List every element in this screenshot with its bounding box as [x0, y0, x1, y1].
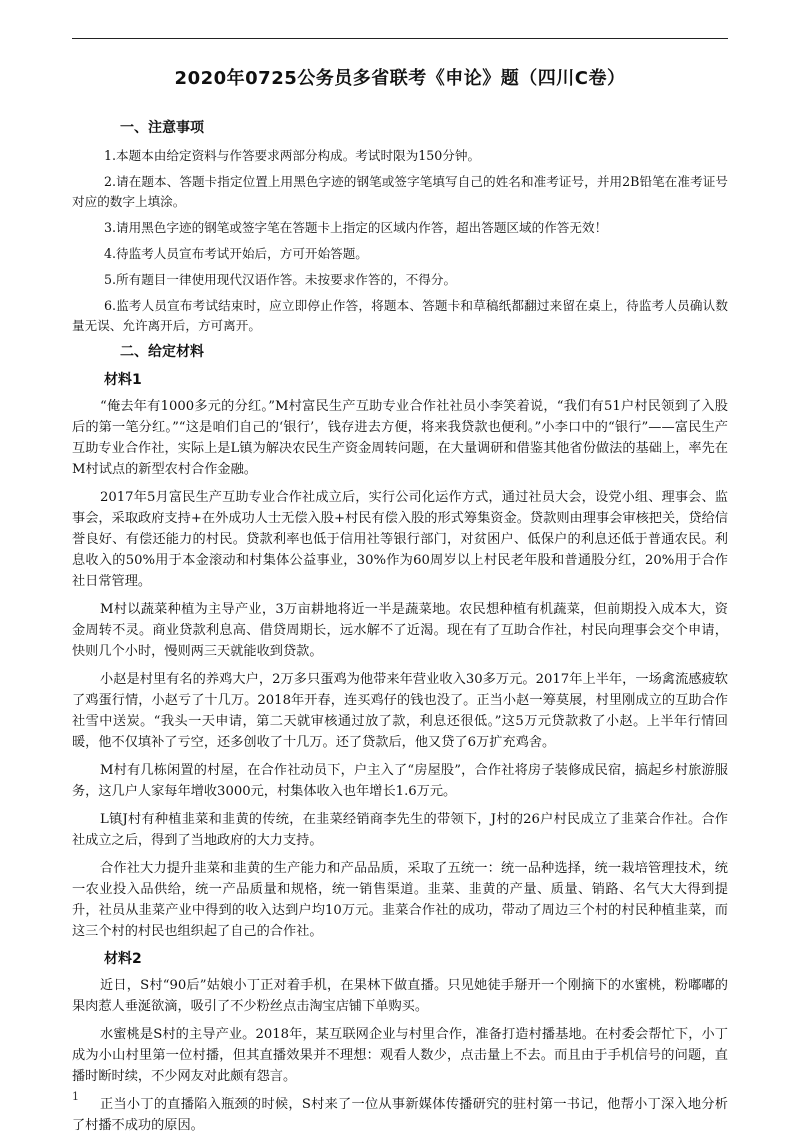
paragraph: 合作社大力提升韭菜和韭黄的生产能力和产品品质，采取了五统一：统一品种选择，统一栽培管理技术，统一农业投入品供给，统一产品质量和规格，统一销售渠道。韭菜、韭黄的产量、质量、销路、名气大大得到提升，社员从韭菜产业中得到的收入达到户均10万元。韭菜合作社的成功，带动了周边三个村的村民种植韭菜，而这三个村的村民也组织起了自己的合作社。	[72, 861, 728, 939]
paragraph: 近日，S村“90后”姑娘小丁正对着手机，在果林下做直播。只见她徒手掰开一个刚摘下的水蜜桃，粉嘟嘟的果肉惹人垂涎欲滴，吸引了不少粉丝点击淘宝店铺下单购买。	[72, 978, 728, 1014]
paragraph: “俺去年有1000多元的分红。”M村富民生产互助专业合作社社员小李笑着说，“我们有51户村民领到了入股后的第一笔分红。”“这是咱们自己的‘银行’，钱存进去方便，将来我贷款也便利。”小李口中的“银行”——富民生产互助专业合作社，实际上是L镇为解决农民生产资金周转问题，在大量调研和借鉴其他省份做法的基础上，率先在M村试点的新型农村合作金融。	[72, 399, 728, 477]
paragraph: L镇J村有种植韭菜和韭黄的传统，在韭菜经销商李先生的带领下，J村的26户村民成立了韭菜合作社。合作社成立之后，得到了当地政府的大力支持。	[72, 812, 728, 848]
paragraph: 小赵是村里有名的养鸡大户，2万多只蛋鸡为他带来年营业收入30多万元。2017年上半年，一场禽流感疲软了鸡蛋行情，小赵亏了十几万。2018年开春，连买鸡仔的钱也没了。正当小赵一筹莫展，村里刚成立的互助合作社雪中送炭。“我头一天申请，第二天就审核通过放了款，利息还很低。”这5万元贷款救了小赵。上半年行情回暖，他不仅填补了亏空，还多创收了十几万。还了贷款后，他又贷了6万扩充鸡舍。	[72, 672, 728, 750]
paragraph: 水蜜桃是S村的主导产业。2018年，某互联网企业与村里合作，准备打造村播基地。在村委会帮忙下，小丁成为小山村里第一位村播，但其直播效果并不理想：观看人数少，点击量上不去。而且由于手机信号的问题，直播时断时续，不少网友对此颇有怨言。	[72, 1027, 728, 1084]
note-item: 5.所有题目一律使用现代汉语作答。未按要求作答的，不得分。	[104, 272, 457, 287]
notes-heading: 一、注意事项	[120, 120, 204, 136]
paragraph: 正当小丁的直播陷入瓶颈的时候，S村来了一位从事新媒体传播研究的驻村第一书记，他帮小丁深入地分析了村播不成功的原因。	[72, 1097, 728, 1133]
document-body	[72, 118, 728, 1143]
paragraph: M村有几栋闲置的村屋，在合作社动员下，户主入了“房屋股”，合作社将房子装修成民宿，搞起乡村旅游服务，这几户人家每年增收3000元，村集体收入也年增长1.6万元。	[72, 763, 728, 799]
material2-heading: 材料2	[104, 951, 142, 967]
page-number: 1	[72, 1090, 79, 1103]
note-item: 6.监考人员宣布考试结束时，应立即停止作答，将题本、答题卡和草稿纸都翻过来留在桌上，待监考人员确认数量无误、允许离开后，方可离开。	[72, 298, 728, 333]
top-rule	[72, 38, 728, 39]
note-item: 2.请在题本、答题卡指定位置上用黑色字迹的钢笔或签字笔填写自己的姓名和准考证号，并用2B铅笔在准考证号对应的数字上填涂。	[72, 174, 728, 209]
note-item: 1.本题本由给定资料与作答要求两部分构成。考试时限为150分钟。	[104, 148, 481, 163]
materials-heading: 二、给定材料	[120, 344, 204, 360]
paragraph: M村以蔬菜种植为主导产业，3万亩耕地将近一半是蔬菜地。农民想种植有机蔬菜，但前期投入成本大，资金周转不灵。商业贷款利息高、借贷周期长，远水解不了近渴。现在有了互助合作社，村民向理事会交个申请，快则几个小时，慢则两三天就能收到贷款。	[72, 602, 728, 659]
page-title: 2020年0725公务员多省联考《申论》题（四川C卷）	[174, 68, 626, 89]
note-item: 3.请用黑色字迹的钢笔或签字笔在答题卡上指定的区域内作答，超出答题区域的作答无效！	[104, 220, 608, 235]
paragraph: 2017年5月富民生产互助专业合作社成立后，实行公司化运作方式，通过社员大会，设党小组、理事会、监事会，采取政府支持+在外成功人士无偿入股+村民有偿入股的形式筹集资金。贷款则由理事会审核把关，贷给信誉良好、有偿还能力的村民。贷款利率也低于信用社等银行部门，对贫困户、低保户的利息还低于普通农民。利息收入的50%用于本金滚动和村集体公益事业，30%作为60周岁以上村民老年股和普通股分红，20%用于合作社日常管理。	[72, 490, 728, 589]
material1-heading: 材料1	[104, 372, 142, 388]
note-item: 4.待监考人员宣布考试开始后，方可开始答题。	[104, 246, 368, 261]
